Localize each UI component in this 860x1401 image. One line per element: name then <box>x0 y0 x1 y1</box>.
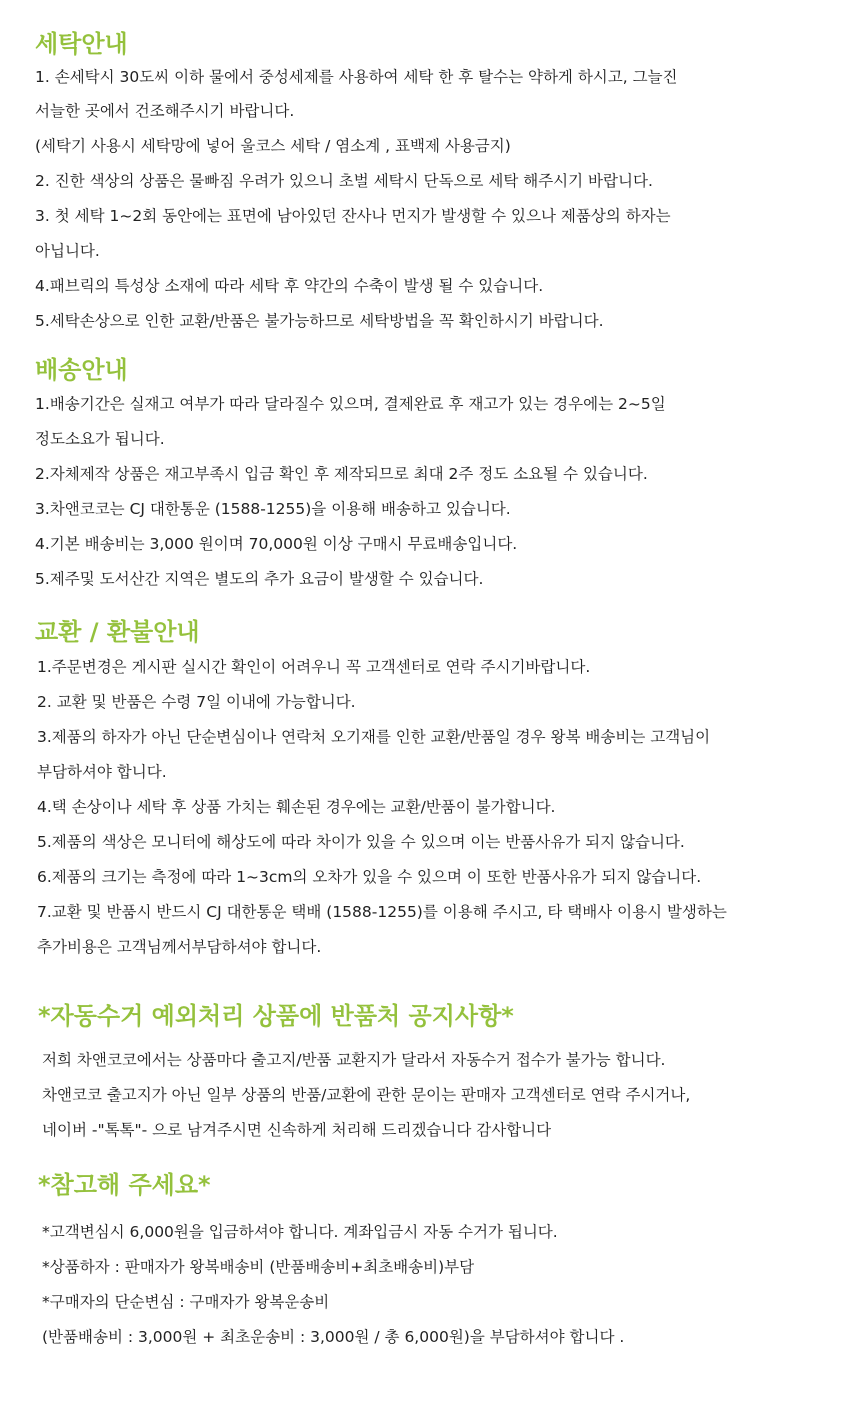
exchange-line: 4.택 손상이나 세탁 후 상품 가치는 훼손된 경우에는 교환/반품이 불가합니다. <box>37 798 556 816</box>
shipping-line: 2.자체제작 상품은 재고부족시 입금 확인 후 제작되므로 최대 2주 정도 소요될 수 있습니다. <box>35 465 648 483</box>
laundry-line: 2. 진한 색상의 상품은 물빠짐 우려가 있으니 초벌 세탁시 단독으로 세탁 해주시기 바랍니다. <box>35 172 653 190</box>
note-title: *참고해 주세요* <box>38 1171 211 1199</box>
laundry-line: 서늘한 곳에서 건조해주시기 바랍니다. <box>35 102 295 120</box>
auto-return-line: 차앤코코 출고지가 아닌 일부 상품의 반품/교환에 관한 문이는 판매자 고객센터로 연락 주시거나, <box>42 1086 691 1104</box>
note-line: (반품배송비 : 3,000원 + 최초운송비 : 3,000원 / 총 6,000원)을 부담하셔야 합니다 . <box>42 1328 625 1346</box>
auto-return-line: 네이버 -"톡톡"- 으로 남겨주시면 신속하게 처리해 드리겠습니다 감사합니다 <box>42 1121 552 1139</box>
shipping-line: 1.배송기간은 실재고 여부가 따라 달라질수 있으며, 결제완료 후 재고가 있는 경우에는 2~5일 <box>35 395 666 413</box>
shipping-line: 4.기본 배송비는 3,000 원이며 70,000원 이상 구매시 무료배송입니다. <box>35 535 518 553</box>
shipping-title: 배송안내 <box>35 356 128 384</box>
exchange-line: 1.주문변경은 게시판 실시간 확인이 어려우니 꼭 고객센터로 연락 주시기바랍니다. <box>37 658 591 676</box>
laundry-line: 4.패브릭의 특성상 소재에 따라 세탁 후 약간의 수축이 발생 될 수 있습니다. <box>35 277 544 295</box>
exchange-line: 5.제품의 색상은 모니터에 해상도에 따라 차이가 있을 수 있으며 이는 반품사유가 되지 않습니다. <box>37 833 685 851</box>
laundry-title: 세탁안내 <box>35 30 128 58</box>
exchange-line: 3.제품의 하자가 아닌 단순변심이나 연락처 오기재를 인한 교환/반품일 경우 왕복 배송비는 고객님이 <box>37 728 711 746</box>
exchange-line: 7.교환 및 반품시 반드시 CJ 대한통운 택배 (1588-1255)를 이용해 주시고, 타 택배사 이용시 발생하는 <box>37 903 727 921</box>
shipping-line: 5.제주및 도서산간 지역은 별도의 추가 요금이 발생할 수 있습니다. <box>35 570 484 588</box>
shipping-line: 정도소요가 됩니다. <box>35 430 165 448</box>
laundry-line: 5.세탁손상으로 인한 교환/반품은 불가능하므로 세탁방법을 꼭 확인하시기 바랍니다. <box>35 312 604 330</box>
laundry-line: 1. 손세탁시 30도씨 이하 물에서 중성세제를 사용하여 세탁 한 후 탈수는 약하게 하시고, 그늘진 <box>35 68 678 86</box>
exchange-title: 교환 / 환불안내 <box>35 618 200 646</box>
laundry-line: 3. 첫 세탁 1~2회 동안에는 표면에 남아있던 잔사나 먼지가 발생할 수 있으나 제품상의 하자는 <box>35 207 671 225</box>
laundry-line: (세탁기 사용시 세탁망에 넣어 울코스 세탁 / 염소계 , 표백제 사용금지) <box>35 137 511 155</box>
auto-return-line: 저희 차앤코코에서는 상품마다 출고지/반품 교환지가 달라서 자동수거 접수가 불가능 합니다. <box>42 1051 666 1069</box>
exchange-line: 부담하셔야 합니다. <box>37 763 167 781</box>
auto-return-title: *자동수거 예외처리 상품에 반품처 공지사항* <box>38 1002 514 1030</box>
note-line: *구매자의 단순변심 : 구매자가 왕복운송비 <box>42 1293 330 1311</box>
note-line: *고객변심시 6,000원을 입금하셔야 합니다. 계좌입금시 자동 수거가 됩니다. <box>42 1223 558 1241</box>
exchange-line: 6.제품의 크기는 측정에 따라 1~3cm의 오차가 있을 수 있으며 이 또한 반품사유가 되지 않습니다. <box>37 868 702 886</box>
laundry-line: 아닙니다. <box>35 242 100 260</box>
shipping-line: 3.차앤코코는 CJ 대한통운 (1588-1255)을 이용해 배송하고 있습니다. <box>35 500 511 518</box>
note-line: *상품하자 : 판매자가 왕복배송비 (반품배송비+최초배송비)부담 <box>42 1258 475 1276</box>
exchange-line: 2. 교환 및 반품은 수령 7일 이내에 가능합니다. <box>37 693 356 711</box>
exchange-line: 추가비용은 고객님께서부담하셔야 합니다. <box>37 938 322 956</box>
